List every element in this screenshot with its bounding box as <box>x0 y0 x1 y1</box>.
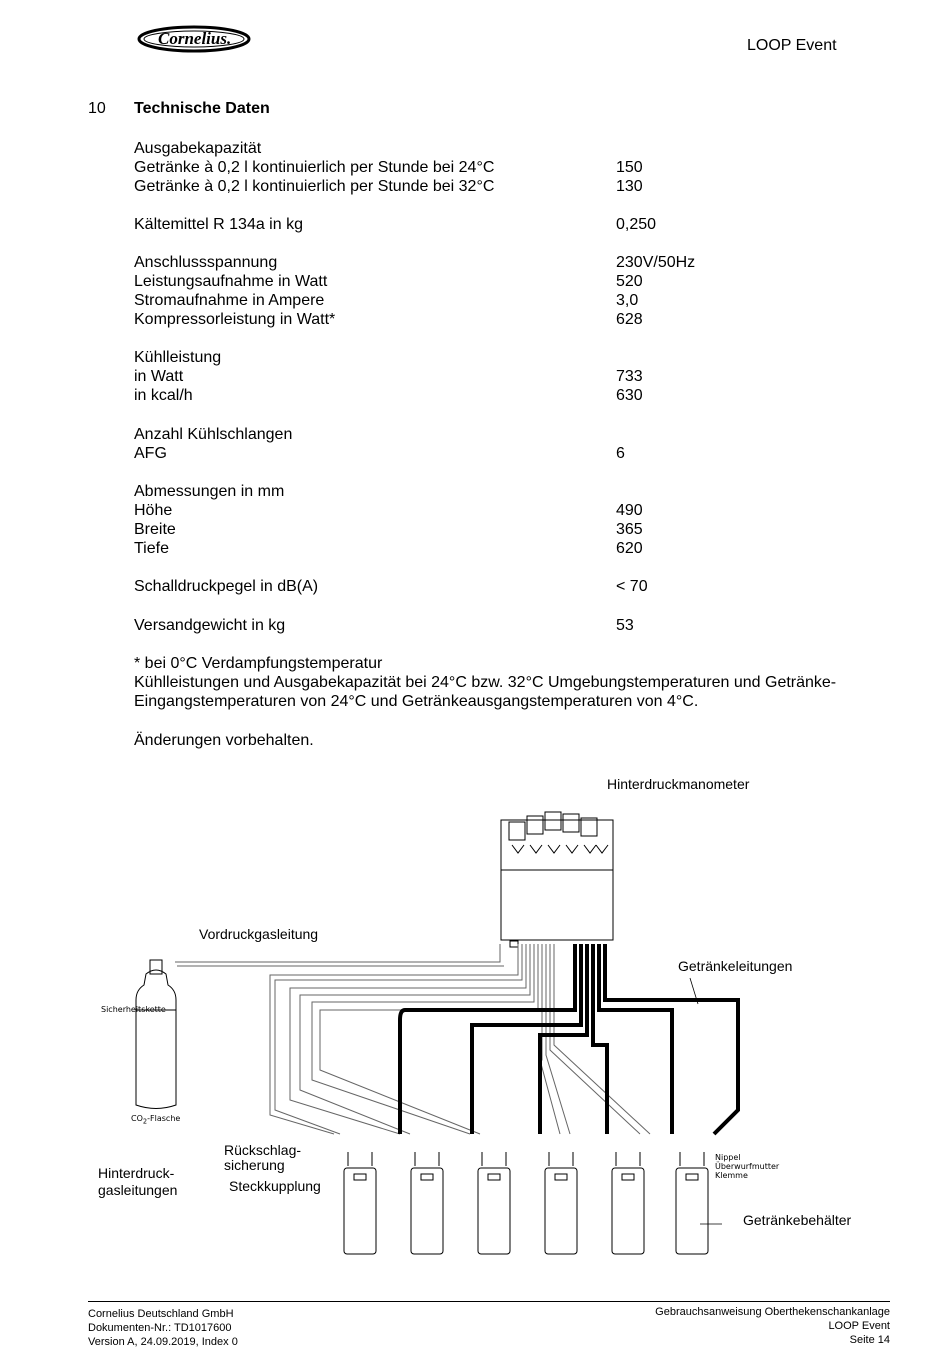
spec-value: 3,0 <box>616 292 639 309</box>
label-getraenkeleitungen: Getränkeleitungen <box>678 958 793 974</box>
footnote: * bei 0°C Verdampfungstemperatur <box>134 655 383 672</box>
footer-manual: Gebrauchsanweisung Oberthekenschankanlage <box>655 1306 890 1318</box>
dispenser-unit <box>501 812 613 947</box>
section-title: Technische Daten <box>134 100 270 117</box>
spec-label: Kältemittel R 134a in kg <box>134 216 303 233</box>
spec-value: 733 <box>616 368 643 385</box>
label-manometer: Hinterdruckmanometer <box>607 776 750 792</box>
kegs <box>344 1152 708 1254</box>
spec-label: Anzahl Kühlschlangen <box>134 426 293 443</box>
note-line: Kühlleistungen und Ausgabekapazität bei 24°C bzw. 32°C Umgebungstemperaturen und Getränke- <box>134 674 837 691</box>
spec-label: AFG <box>134 445 167 462</box>
label-nippel: Nippel <box>715 1153 741 1162</box>
spec-label: Tiefe <box>134 540 169 557</box>
label-rueckschlag: sicherung <box>224 1157 285 1173</box>
spec-label: Höhe <box>134 502 173 519</box>
gas-lines <box>175 944 650 1134</box>
spec-value: 53 <box>616 617 634 634</box>
spec-value: 130 <box>616 178 643 195</box>
spec-value: 628 <box>616 311 643 328</box>
footer-page: Seite 14 <box>849 1334 890 1346</box>
header-title: LOOP Event <box>747 37 837 54</box>
spec-value: 150 <box>616 159 643 176</box>
co2-bottle <box>136 960 176 1109</box>
spec-value: 490 <box>616 502 643 519</box>
footer-version: Version A, 24.09.2019, Index 0 <box>88 1336 238 1348</box>
label-klemme: Klemme <box>715 1171 748 1180</box>
spec-value: < 70 <box>616 578 648 595</box>
footer-product: LOOP Event <box>828 1320 890 1332</box>
spec-value: 520 <box>616 273 643 290</box>
spec-label: Anschlussspannung <box>134 254 278 271</box>
changes-note: Änderungen vorbehalten. <box>134 732 314 749</box>
spec-value: 620 <box>616 540 643 557</box>
label-hinterdruck: Hinterdruck- <box>98 1165 175 1181</box>
spec-label: Getränke à 0,2 l kontinuierlich per Stunde bei 32°C <box>134 178 495 195</box>
spec-label: Breite <box>134 521 176 538</box>
footer-company: Cornelius Deutschland GmbH <box>88 1308 234 1320</box>
spec-label: Kompressorleistung in Watt* <box>134 311 336 328</box>
section-number: 10 <box>88 100 106 117</box>
label-steckkupplung: Steckkupplung <box>229 1178 321 1194</box>
spec-label: Kühlleistung <box>134 349 222 366</box>
spec-label: in kcal/h <box>134 387 193 404</box>
label-vordruckgasleitung: Vordruckgasleitung <box>199 926 319 942</box>
spec-value: 630 <box>616 387 643 404</box>
label-ueberwurfmutter: Überwurfmutter <box>715 1162 780 1171</box>
spec-label: Schalldruckpegel in dB(A) <box>134 578 319 595</box>
label-hinterdruck: gasleitungen <box>98 1182 178 1198</box>
spec-label: Getränke à 0,2 l kontinuierlich per Stunde bei 24°C <box>134 159 495 176</box>
spec-label: Abmessungen in mm <box>134 483 285 500</box>
spec-label: Ausgabekapazität <box>134 140 262 157</box>
footer-divider <box>88 1301 890 1302</box>
spec-value: 6 <box>616 445 625 462</box>
cornelius-logo <box>136 24 252 54</box>
label-sicherheitskette: Sicherheitskette <box>101 1005 166 1014</box>
label-getraenkebehaelter: Getränkebehälter <box>743 1212 852 1228</box>
spec-value: 0,250 <box>616 216 657 233</box>
leader-lines <box>690 978 722 1224</box>
note-line: Eingangstemperaturen von 24°C und Getränkeausgangstemperaturen von 4°C. <box>134 693 699 710</box>
spec-label: Leistungsaufnahme in Watt <box>134 273 328 290</box>
logo-text: Cornelius. <box>158 29 232 48</box>
spec-label: in Watt <box>134 368 184 385</box>
spec-value: 365 <box>616 521 643 538</box>
footer-docnr: Dokumenten-Nr.: TD1017600 <box>88 1322 232 1334</box>
spec-label: Stromaufnahme in Ampere <box>134 292 325 309</box>
label-rueckschlag: Rückschlag- <box>224 1142 302 1158</box>
spec-value: 230V/50Hz <box>616 254 696 271</box>
label-co2-flasche: $CO_2$-Flasche <box>131 1114 181 1126</box>
spec-label: Versandgewicht in kg <box>134 617 286 634</box>
beverage-lines <box>400 944 738 1134</box>
